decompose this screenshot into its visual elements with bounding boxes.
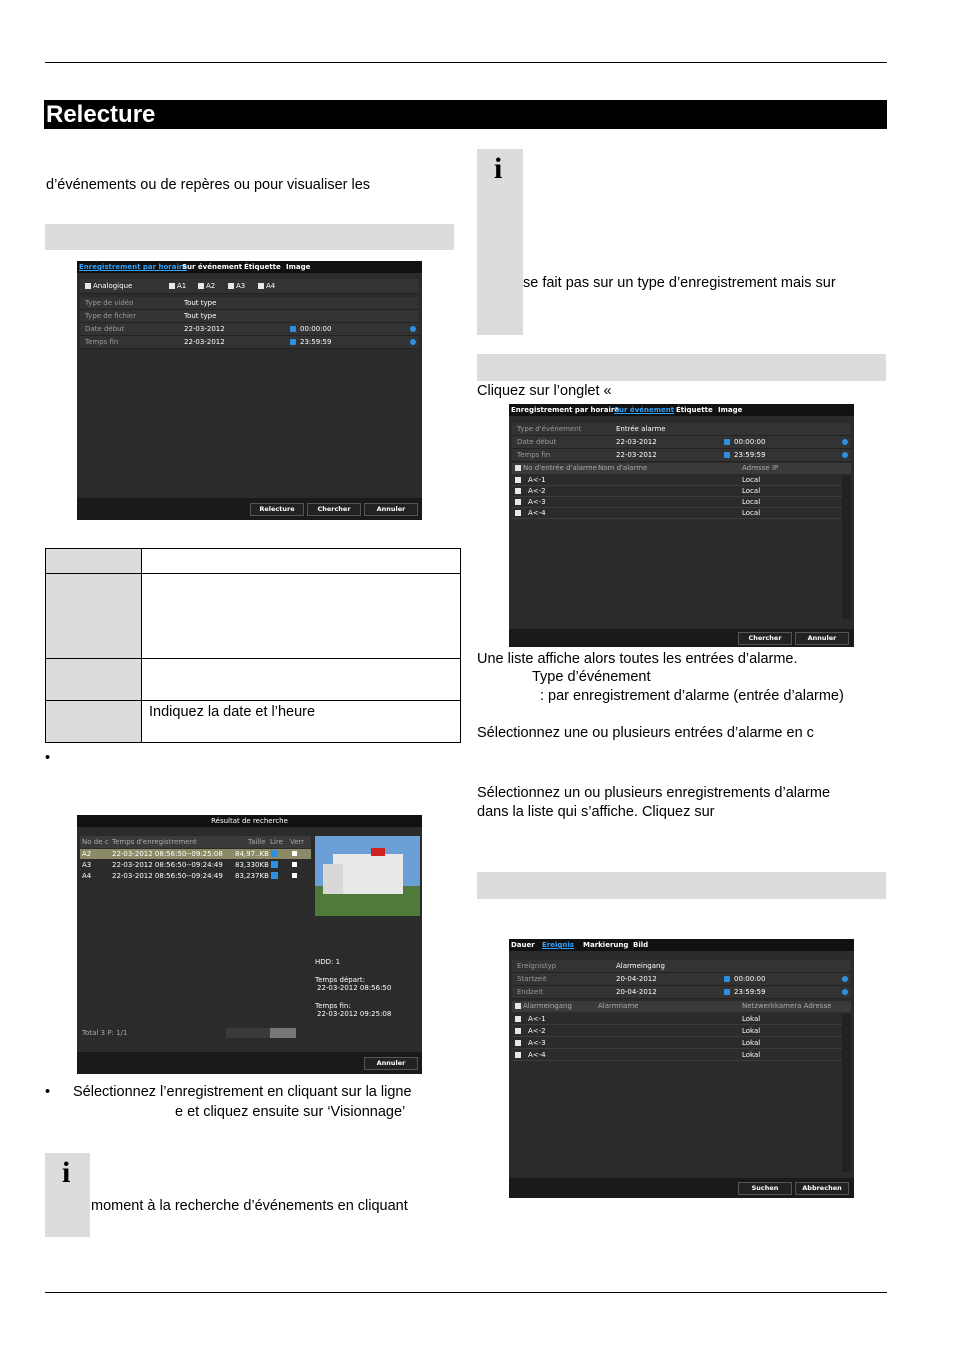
calendar-icon[interactable] [290, 339, 296, 345]
section-title-bar [44, 100, 887, 129]
checkbox-icon[interactable] [515, 488, 521, 494]
result-header [80, 836, 311, 848]
tab-schedule[interactable]: Enregistrement par horaire [511, 406, 620, 414]
table-row [46, 574, 461, 659]
field-end-time[interactable] [512, 986, 851, 999]
alarm-list-header [512, 1001, 851, 1012]
list-item[interactable]: A<-4 Lokal [512, 1050, 842, 1061]
field-value: 22-03-2012 [184, 325, 225, 333]
search-button[interactable]: Chercher [307, 503, 361, 516]
channel-a3[interactable]: A3 [228, 282, 245, 290]
right-subheading-band-2 [477, 872, 886, 899]
lock-icon[interactable] [292, 851, 297, 856]
table-row[interactable]: A2 22-03-2012 08:56:50--09:25:08 84,97..KB [80, 849, 311, 859]
button-bar [77, 1052, 422, 1074]
tab-image[interactable]: Image [718, 406, 743, 414]
field-time-value: 00:00:00 [734, 438, 766, 446]
button-bar [509, 629, 854, 647]
field-time-value: 00:00:00 [300, 325, 332, 333]
checkbox-icon [258, 283, 264, 289]
calendar-icon[interactable] [724, 976, 730, 982]
play-icon[interactable] [271, 850, 278, 857]
channel-analog[interactable]: Analogique [85, 282, 132, 290]
field-end-time[interactable] [512, 449, 851, 462]
parameter-table [45, 548, 461, 743]
checkbox-icon [85, 283, 91, 289]
checkbox-icon[interactable] [515, 477, 521, 483]
playback-button[interactable]: Relecture [250, 503, 304, 516]
col-alarm-name: Nom d'alarme [598, 464, 648, 472]
event-search-screen [509, 404, 854, 647]
field-label: Date début [517, 438, 557, 446]
end-time-label: Temps fin: [315, 1002, 351, 1010]
play-icon[interactable] [271, 861, 278, 868]
clock-icon[interactable] [410, 326, 416, 332]
field-file-type[interactable] [80, 310, 419, 323]
field-time-value: 23:59:59 [300, 338, 332, 346]
col-time: Temps d'enregistrement [112, 838, 197, 846]
clock-icon[interactable] [842, 989, 848, 995]
tab-event[interactable]: Sur événement [614, 406, 675, 414]
select-inputs-text: Sélectionnez une ou plusieurs entrées d’alarme en c [477, 725, 814, 741]
checkbox-icon[interactable] [515, 499, 521, 505]
table-row [46, 549, 461, 574]
field-start-time[interactable] [512, 973, 851, 986]
table-row [46, 701, 461, 743]
scrollbar[interactable] [842, 1014, 851, 1172]
note-text-right: se fait pas sur un type d’enregistrement mais sur [523, 275, 836, 291]
calendar-icon[interactable] [290, 326, 296, 332]
bullet: • [45, 750, 51, 766]
channel-a2[interactable]: A2 [198, 282, 215, 290]
field-time-value: 00:00:00 [734, 975, 766, 983]
field-value: 20-04-2012 [616, 988, 657, 996]
field-start-date[interactable] [512, 436, 851, 449]
checkbox-icon[interactable] [515, 1052, 521, 1058]
field-label: Endzeit [517, 988, 543, 996]
checkbox-icon[interactable] [515, 1028, 521, 1034]
select-record-text-2: e et cliquez ensuite sur ‘Visionnage’ [175, 1104, 406, 1120]
field-label: Ereignistyp [517, 962, 557, 970]
field-value: 22-03-2012 [184, 338, 225, 346]
field-event-type[interactable] [512, 960, 851, 973]
field-label: Startzeit [517, 975, 547, 983]
field-label: Temps fin [517, 451, 551, 459]
lock-icon[interactable] [292, 873, 297, 878]
button-bar [509, 1178, 854, 1198]
list-item[interactable]: A<-1 Lokal [512, 1014, 842, 1025]
calendar-icon[interactable] [724, 452, 730, 458]
table-cell-datetime: Indiquez la date et l’heure [142, 701, 461, 743]
col-lock: Verr [290, 838, 305, 846]
top-rule [45, 62, 887, 63]
col-ip: Netzwerkkamera Adresse [742, 1002, 832, 1010]
col-channel: No de c [82, 838, 109, 846]
field-time-value: 23:59:59 [734, 988, 766, 996]
lock-icon[interactable] [292, 862, 297, 867]
table-row [46, 659, 461, 701]
table-row[interactable]: A4 22-03-2012 08:56:50--09:24:49 83,237KB [80, 871, 311, 881]
list-item[interactable]: A<-1 Local [512, 475, 842, 486]
info-icon: i [62, 1156, 71, 1189]
select-records-text-2: dans la liste qui s’affiche. Cliquez sur [477, 804, 715, 820]
col-size: Taille [248, 838, 266, 846]
field-label: Type d'événement [517, 425, 582, 433]
calendar-icon[interactable] [724, 439, 730, 445]
field-label: Temps fin [85, 338, 119, 346]
note-box-right [477, 149, 523, 335]
search-button[interactable]: Suchen [738, 1182, 792, 1195]
list-text: Une liste affiche alors toutes les entrées d’alarme. [477, 651, 798, 667]
playback-search-screen [77, 261, 422, 520]
field-value: Entrée alarme [616, 425, 666, 433]
field-start-date[interactable] [80, 323, 419, 336]
checkbox-icon [198, 283, 204, 289]
tab-event[interactable]: Ereignis [542, 941, 574, 949]
select-record-text: Sélectionnez l’enregistrement en cliquant sur la ligne [73, 1084, 412, 1100]
scrollbar[interactable] [842, 475, 851, 619]
section-title: Relecture [46, 101, 156, 128]
col-alarm-input[interactable]: No d'entrée d'alarme [515, 464, 597, 472]
event-type-text: Type d’événement [532, 669, 651, 685]
col-ip: Adresse IP [742, 464, 779, 472]
channel-row [80, 279, 419, 294]
list-item[interactable]: A<-3 Lokal [512, 1038, 842, 1049]
note-text-left: moment à la recherche d’événements en cliquant [91, 1198, 408, 1214]
page-input[interactable] [270, 1028, 296, 1038]
cancel-button[interactable]: Abbrechen [795, 1182, 849, 1195]
tab-event[interactable]: Sur événement [182, 263, 243, 271]
tab-schedule[interactable]: Enregistrement par horaire [79, 263, 188, 271]
checkbox-icon[interactable] [515, 1040, 521, 1046]
list-item[interactable]: A<-2 Local [512, 486, 842, 497]
field-value: 22-03-2012 [616, 451, 657, 459]
field-video-type[interactable] [80, 297, 419, 310]
tab-bar [509, 939, 854, 951]
clock-icon[interactable] [410, 339, 416, 345]
field-time-value: 23:59:59 [734, 451, 766, 459]
tab-duration[interactable]: Dauer [511, 941, 535, 949]
hdd-label: HDD: 1 [315, 958, 341, 966]
note-box-left [45, 1153, 90, 1237]
alarm-list-header [512, 463, 851, 474]
col-alarm-input[interactable]: Alarmeingang [515, 1002, 572, 1010]
checkbox-icon [228, 283, 234, 289]
field-value: 22-03-2012 [616, 438, 657, 446]
checkbox-icon [515, 1003, 521, 1009]
table-row[interactable]: A3 22-03-2012 08:56:50--09:24:49 83,330KB [80, 860, 311, 870]
event-search-screen-de [509, 939, 854, 1198]
info-icon: i [494, 152, 503, 185]
bottom-rule [45, 1292, 887, 1293]
checkbox-icon [515, 465, 521, 471]
search-result-screen [77, 815, 422, 1074]
clock-icon[interactable] [842, 976, 848, 982]
field-value: 20-04-2012 [616, 975, 657, 983]
field-value: Tout type [184, 299, 217, 307]
field-value: Tout type [184, 312, 217, 320]
intro-text: d’événements ou de repères ou pour visualiser les [46, 177, 371, 193]
col-play: Lire [270, 838, 283, 846]
end-time-value: 22-03-2012 09:25:08 [317, 1010, 392, 1018]
channel-a1[interactable]: A1 [169, 282, 186, 290]
field-end-time[interactable] [80, 336, 419, 349]
list-item[interactable]: A<-2 Lokal [512, 1026, 842, 1037]
field-value: Alarmeingang [616, 962, 665, 970]
tab-tag[interactable]: Étiquette [244, 263, 281, 271]
search-button[interactable]: Chercher [738, 632, 792, 645]
field-label: Type de fichier [85, 312, 137, 320]
cancel-button[interactable]: Annuler [364, 1057, 418, 1070]
cancel-button[interactable]: Annuler [364, 503, 418, 516]
field-label: Type de vidéo [85, 299, 134, 307]
checkbox-icon [169, 283, 175, 289]
result-total: Total 3 P: 1/1 [82, 1029, 128, 1037]
preview-thumbnail [315, 836, 420, 916]
tab-tag[interactable]: Étiquette [676, 406, 713, 414]
clock-icon[interactable] [842, 439, 848, 445]
list-item[interactable]: A<-3 Local [512, 497, 842, 508]
play-icon[interactable] [271, 872, 278, 879]
checkbox-icon[interactable] [515, 510, 521, 516]
clock-icon[interactable] [842, 452, 848, 458]
button-bar [77, 498, 422, 520]
checkbox-icon[interactable] [515, 1016, 521, 1022]
select-records-text: Sélectionnez un ou plusieurs enregistrements d’alarme [477, 785, 831, 801]
col-alarm-name: Alarmname [598, 1002, 639, 1010]
click-tab-text: Cliquez sur l’onglet « [477, 383, 612, 399]
start-time-value: 22-03-2012 08:56:50 [317, 984, 392, 992]
channel-a4[interactable]: A4 [258, 282, 275, 290]
tab-marker[interactable]: Markierung [583, 941, 629, 949]
result-title: Résultat de recherche [77, 815, 422, 827]
left-subheading-band [45, 224, 454, 250]
tab-image[interactable]: Image [286, 263, 311, 271]
field-event-type[interactable] [512, 423, 851, 436]
tab-bar [509, 404, 854, 416]
start-time-label: Temps départ: [315, 976, 365, 984]
bullet: • [45, 1084, 51, 1100]
cancel-button[interactable]: Annuler [795, 632, 849, 645]
calendar-icon[interactable] [724, 989, 730, 995]
tab-bar [77, 261, 422, 273]
event-type-desc: : par enregistrement d’alarme (entrée d’alarme) [540, 688, 844, 704]
list-item[interactable]: A<-4 Local [512, 508, 842, 519]
field-label: Date début [85, 325, 125, 333]
right-subheading-band [477, 354, 886, 381]
tab-image[interactable]: Bild [633, 941, 649, 949]
